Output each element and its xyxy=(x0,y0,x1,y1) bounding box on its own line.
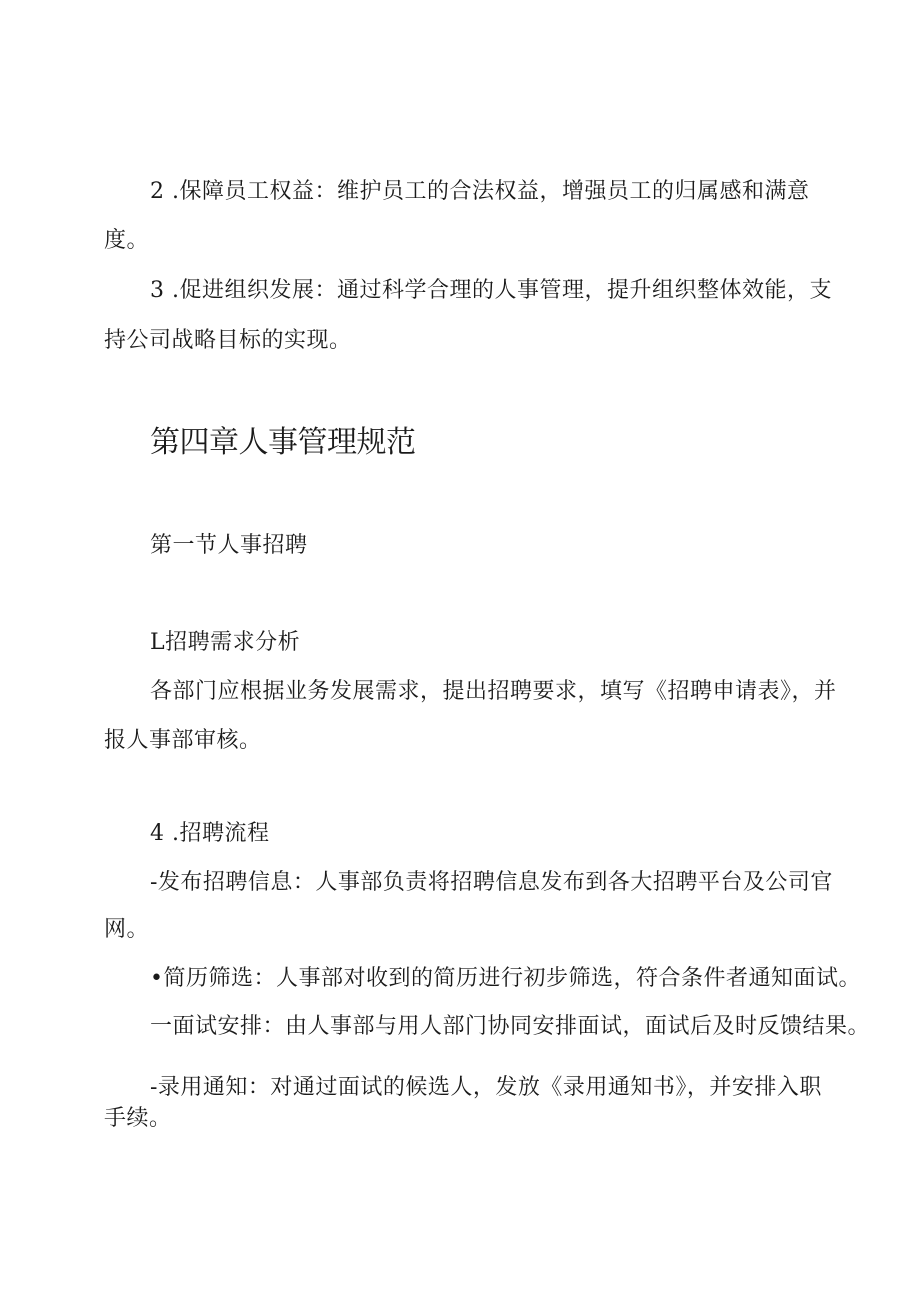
item2-line2: 度。 xyxy=(104,228,150,253)
subsection-heading-process: 4 .招聘流程 xyxy=(150,821,270,846)
process-item-offer-line1: -录用通知：对通过面试的候选人，发放《录用通知书》，并安排入职 xyxy=(150,1075,822,1100)
item3-line1: 3 .促进组织发展：通过科学合理的人事管理，提升组织整体效能，支 xyxy=(150,278,832,303)
process-item-publish-line1: -发布招聘信息：人事部负责将招聘信息发布到各大招聘平台及公司官 xyxy=(150,870,833,895)
item3-line2: 持公司战略目标的实现。 xyxy=(104,328,352,353)
demand-paragraph-line1: 各部门应根据业务发展需求，提出招聘要求，填写《招聘申请表》，并 xyxy=(150,679,837,704)
item2-line1: 2 .保障员工权益：维护员工的合法权益，增强员工的归属感和满意 xyxy=(150,179,810,204)
process-item-publish-line2: 网。 xyxy=(104,917,150,942)
process-item-offer-line2: 手续。 xyxy=(104,1106,172,1131)
chapter-title: 第四章人事管理规范 xyxy=(150,425,416,460)
section-title: 第一节人事招聘 xyxy=(150,533,308,558)
process-item-screening: •简历筛选：人事部对收到的简历进行初步筛选，符合条件者通知面试。 xyxy=(150,966,861,991)
subsection-heading-demand: L招聘需求分析 xyxy=(150,630,301,655)
process-item-interview: 一面试安排：由人事部与用人部门协同安排面试，面试后及时反馈结果。 xyxy=(150,1014,871,1039)
demand-paragraph-line2: 报人事部审核。 xyxy=(104,728,262,753)
